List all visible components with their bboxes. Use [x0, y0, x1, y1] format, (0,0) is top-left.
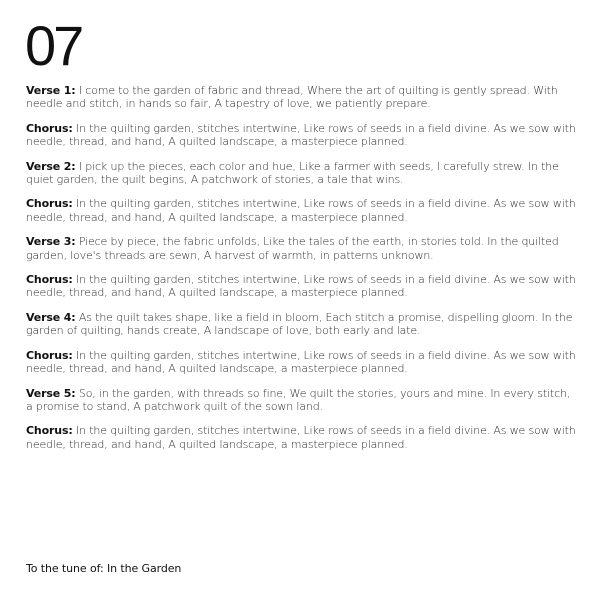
stanza-chorus — [26, 122, 578, 149]
stanza-chorus — [26, 197, 578, 224]
stanza-text: In the quilting garden, stitches intertwine, Like rows of seeds in a field divine. As we sow with needle, thread, and hand, A quilted landscape, a masterpiece planned. — [26, 348, 576, 376]
stanza-text: In the quilting garden, stitches intertwine, Like rows of seeds in a field divine. As we sow with needle, thread, and hand, A quilted landscape, a masterpiece planned. — [26, 424, 576, 451]
stanza-text: I pick up the pieces, each color and hue, Like a farmer with seeds, I carefully strew. In the quiet garden, the quilt begins, A patchwork of stories, a tale that wins. — [26, 159, 559, 187]
stanza-chorus — [26, 349, 578, 376]
stanza-chorus — [26, 273, 578, 300]
stanza-label: Chorus: — [26, 197, 73, 211]
stanza-text: I come to the garden of fabric and thread, Where the art of quilting is gently spread. With needle and stitch, in hands so fair, A tapestry of love, we patiently prepare. — [26, 84, 558, 111]
stanza-label: Verse 3: — [26, 235, 76, 249]
stanza-verse-5 — [26, 387, 578, 414]
stanza-text: Piece by piece, the fabric unfolds, Like the tales of the earth, in stories told. In the quilted garden, love's threads are sewn, A harvest of warmth, in patterns unknown. — [26, 235, 559, 262]
stanza-label: Chorus: — [26, 424, 73, 438]
stanza-label: Verse 2: — [26, 159, 76, 173]
stanza-verse-2 — [26, 160, 578, 187]
stanza-label: Verse 4: — [26, 310, 76, 324]
stanza-verse-1 — [26, 84, 578, 111]
stanza-text: As the quilt takes shape, like a field in bloom, Each stitch a promise, dispelling gloom. In the garden of quilting, hands create, A landscape of love, both early and late. — [26, 310, 573, 338]
stanza-chorus — [26, 424, 578, 451]
stanza-label: Chorus: — [26, 273, 73, 287]
stanza-label: Chorus: — [26, 121, 73, 135]
stanza-label: Verse 1: — [26, 84, 76, 97]
stanza-verse-4 — [26, 311, 578, 338]
page-number: 07 — [25, 14, 82, 77]
stanza-text: So, in the garden, with threads so fine, We quilt the stories, yours and mine. In every stitch, a promise to stand, A patchwork quilt of the sown land. — [26, 386, 571, 413]
stanza-verse-3 — [26, 235, 578, 262]
stanza-text: In the quilting garden, stitches intertwine, Like rows of seeds in a field divine. As we sow with needle, thread, and hand, A quilted landscape, a masterpiece planned. — [26, 197, 576, 224]
stanza-text: In the quilting garden, stitches intertwine, Like rows of seeds in a field divine. As we sow with needle, thread, and hand, A quilted landscape, a masterpiece planned. — [26, 121, 576, 149]
tune-note: To the tune of: In the Garden — [26, 562, 182, 575]
stanza-text: In the quilting garden, stitches intertwine, Like rows of seeds in a field divine. As we sow with needle, thread, and hand, A quilted landscape, a masterpiece planned. — [26, 273, 576, 300]
stanza-label: Chorus: — [26, 348, 73, 362]
stanza-label: Verse 5: — [26, 386, 76, 400]
lyrics-block — [26, 84, 578, 462]
